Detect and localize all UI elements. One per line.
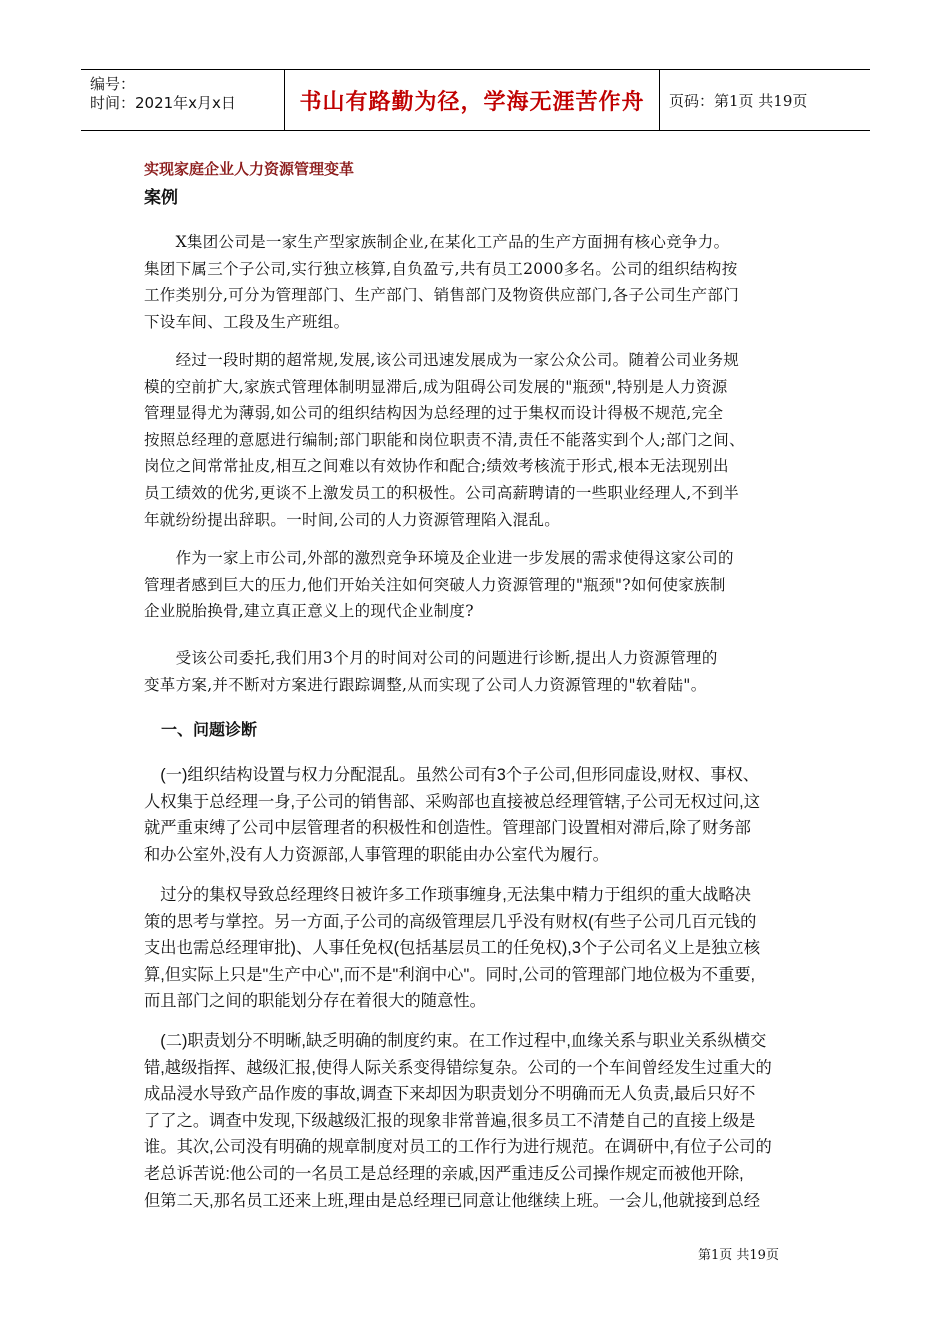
header-divider-right xyxy=(659,70,660,130)
intro-paragraph-1: X集团公司是一家生产型家族制企业,在某化工产品的生产方面拥有核心竞争力。 集团下属三个子公司,实行独立核算,自负盈亏,共有员工2000多名。公司的组织结构按 工作类别分,可分为管理部门、生产部门、销售部门及物资供应部门,各子公司生产部门 下设车间、工段及生产班组。 xyxy=(144,233,740,331)
body-paragraph-2: 过分的集权导致总经理终日被许多工作琐事缠身,无法集中精力于组织的重大战略决 策的思考与掌控。另一方面,子公司的高级管理层几乎没有财权(有些子公司几百元钱的 支出也需总经理审批)、人事任免权(包括基层员工的任免权),3个子公司名义上是独立核 算,但实际上只是"生产中心",而不是"利润中心"。同时,公司的管理部门地位极为不重要, 而且部门之间的职能划分存在着很大的随意性。 xyxy=(144,886,760,1011)
footer-page-label: 第1页 共19页 xyxy=(698,1248,779,1263)
header-motto: 书山有路勤为径，学海无涯苦作舟 xyxy=(299,88,645,115)
header-page-label: 页码：第1页 共19页 xyxy=(669,91,808,110)
document-title: 实现家庭企业人力资源管理变革 xyxy=(144,160,355,178)
number-label: 编号： xyxy=(90,75,136,93)
time-label: 时间：2021年x月x日 xyxy=(90,94,236,112)
intro-paragraph-2: 经过一段时期的超常规,发展,该公司迅速发展成为一家公众公司。随着公司业务规 模的空前扩大,家族式管理体制明显滞后,成为阻碍公司发展的"瓶颈",特别是人力资源 管理显得尤为薄弱,如公司的组织结构因为总经理的过于集权而设计得极不规范,完全 按照总经理的意愿进行编制;部门职能和岗位职责不清,责任不能落实到个人;部门之间、 岗位之间常常扯皮,相互之间难以有效协作和配合;绩效考核流于形式,根本无法现别出 员工绩效的优劣,更谈不上激发员工的积极性。公司高薪聘请的一些职业经理人,不到半 年就纷纷提出辞职。一时间,公司的人力资源管理陷入混乱。 xyxy=(144,351,745,529)
page-header xyxy=(81,69,870,131)
body-paragraph-3: (二)职责划分不明晰,缺乏明确的制度约束。在工作过程中,血缘关系与职业关系纵横交 错,越级指挥、越级汇报,使得人际关系变得错综复杂。公司的一个车间曾经发生过重大的 成品浸水导致产品作废的事故,调查下来却因为职责划分不明确而无人负责,最后只好不 了了之。调查中发现,下级越级汇报的现象非常普遍,很多员工不清楚自己的直接上级是 谁。其次,公司没有明确的规章制度对员工的工作行为进行规范。在调研中,有位子公司的 老总诉苦说:他公司的一名员工是总经理的亲戚,因严重违反公司操作规定而被他开除, 但第二天,那名员工还来上班,理由是总经理已同意让他继续上班。一会儿,他就接到总经 xyxy=(144,1032,772,1210)
section-heading: 一、问题诊断 xyxy=(161,720,258,739)
intro-paragraph-4: 受该公司委托,我们用3个月的时间对公司的问题进行诊断,提出人力资源管理的 变革方案,并不断对方案进行跟踪调整,从而实现了公司人力资源管理的"软着陆"。 xyxy=(144,649,718,694)
header-meta xyxy=(90,75,236,113)
intro-paragraph-3: 作为一家上市公司,外部的激烈竞争环境及企业进一步发展的需求使得这家公司的 管理者感到巨大的压力,他们开始关注如何突破人力资源管理的"瓶颈"?如何使家族制 企业脱胎换骨,建立真正意义上的现代企业制度? xyxy=(144,549,734,621)
body-paragraph-1: (一)组织结构设置与权力分配混乱。虽然公司有3个子公司,但形同虚设,财权、事权、 人权集于总经理一身,子公司的销售部、采购部也直接被总经理管辖,子公司无权过问,这 就严重束缚了公司中层管理者的积极性和创造性。管理部门设置相对滞后,除了财务部 和办公室外,没有人力资源部,人事管理的职能由办公室代为履行。 xyxy=(144,766,760,864)
document-subtitle: 案例 xyxy=(144,188,178,208)
